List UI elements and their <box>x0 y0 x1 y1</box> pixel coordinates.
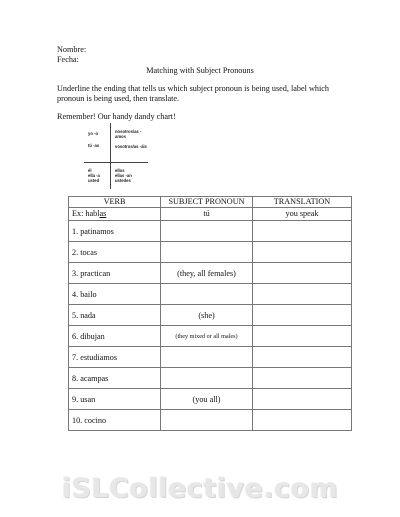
verb-cell: 8. acampas <box>69 368 161 389</box>
chart-cell-yo: yo -o <box>88 131 99 136</box>
verb-cell: 9. usan <box>69 389 161 410</box>
pronoun-cell[interactable] <box>161 284 253 305</box>
example-pronoun: tú <box>161 208 253 221</box>
table-row <box>69 389 352 410</box>
table-row <box>69 263 352 284</box>
translation-cell[interactable] <box>253 347 352 368</box>
translation-cell[interactable] <box>253 284 352 305</box>
table-header-row <box>69 197 352 208</box>
table-row <box>69 305 352 326</box>
verb-matching-table <box>68 196 352 431</box>
translation-cell[interactable] <box>253 368 352 389</box>
pronoun-cell[interactable] <box>161 221 253 242</box>
table-row <box>69 284 352 305</box>
chart-cell-ellos: ellos <box>115 168 125 173</box>
translation-cell[interactable] <box>253 410 352 431</box>
translation-cell[interactable] <box>253 326 352 347</box>
pronoun-cell[interactable] <box>161 242 253 263</box>
verb-cell: 7. estudiamos <box>69 347 161 368</box>
chart-horizontal-divider <box>84 162 148 163</box>
watermark: iSLCollective.com <box>61 473 339 504</box>
chart-cell-nosotros: nosotros/as -amos <box>115 129 142 139</box>
header-verb: VERB <box>69 197 161 208</box>
verb-cell: 5. nada <box>69 305 161 326</box>
date-field-label: Fecha: <box>57 55 79 64</box>
verb-cell: 6. dibujan <box>69 326 161 347</box>
example-verb-ending: as <box>99 209 107 218</box>
translation-cell[interactable] <box>253 242 352 263</box>
pronoun-cell[interactable]: (they, all females) <box>161 263 253 284</box>
translation-cell[interactable] <box>253 263 352 284</box>
pronoun-cell[interactable] <box>161 368 253 389</box>
instructions-text: Underline the ending that tells us which subject pronoun is being used, label which pronoun is being used, then translate. <box>57 84 329 103</box>
verb-cell: 2. tocas <box>69 242 161 263</box>
chart-cell-usted: usted <box>88 178 100 183</box>
chart-cell-ellas: ellas -an <box>115 173 132 178</box>
translation-cell[interactable] <box>253 221 352 242</box>
table-row <box>69 221 352 242</box>
name-field-label: Nombre: <box>57 45 87 54</box>
chart-cell-ustedes: ustedes <box>115 178 131 183</box>
table-row <box>69 347 352 368</box>
example-row <box>69 208 352 221</box>
chart-vertical-divider <box>110 123 111 189</box>
pronoun-cell[interactable]: (she) <box>161 305 253 326</box>
table-row <box>69 368 352 389</box>
chart-cell-vosotros: vosotros/as -áis <box>115 144 147 149</box>
pronoun-chart <box>84 123 148 191</box>
verb-cell: 4. bailo <box>69 284 161 305</box>
pronoun-cell[interactable]: (you all) <box>161 389 253 410</box>
translation-cell[interactable] <box>253 389 352 410</box>
verb-cell: 3. practican <box>69 263 161 284</box>
table-row <box>69 410 352 431</box>
pronoun-cell[interactable] <box>161 410 253 431</box>
header-subject-pronoun: SUBJECT PRONOUN <box>161 197 253 208</box>
chart-cell-el: él <box>88 168 92 173</box>
verb-cell: 1. patinamos <box>69 221 161 242</box>
table-row <box>69 326 352 347</box>
worksheet-title: Matching with Subject Pronouns <box>146 66 254 75</box>
reminder-text: Remember! Our handy dandy chart! <box>57 112 176 121</box>
translation-cell[interactable] <box>253 305 352 326</box>
pronoun-cell[interactable]: (they mixed or all males) <box>161 326 253 347</box>
chart-cell-ella: ella -a <box>88 173 100 178</box>
example-translation: you speak <box>253 208 352 221</box>
verb-cell: 10. cocino <box>69 410 161 431</box>
chart-cell-tu: tú -as <box>88 143 100 148</box>
pronoun-cell[interactable] <box>161 347 253 368</box>
table-row <box>69 242 352 263</box>
example-verb-stem: Ex: habl <box>72 209 100 218</box>
header-translation: TRANSLATION <box>253 197 352 208</box>
example-verb <box>69 208 161 221</box>
